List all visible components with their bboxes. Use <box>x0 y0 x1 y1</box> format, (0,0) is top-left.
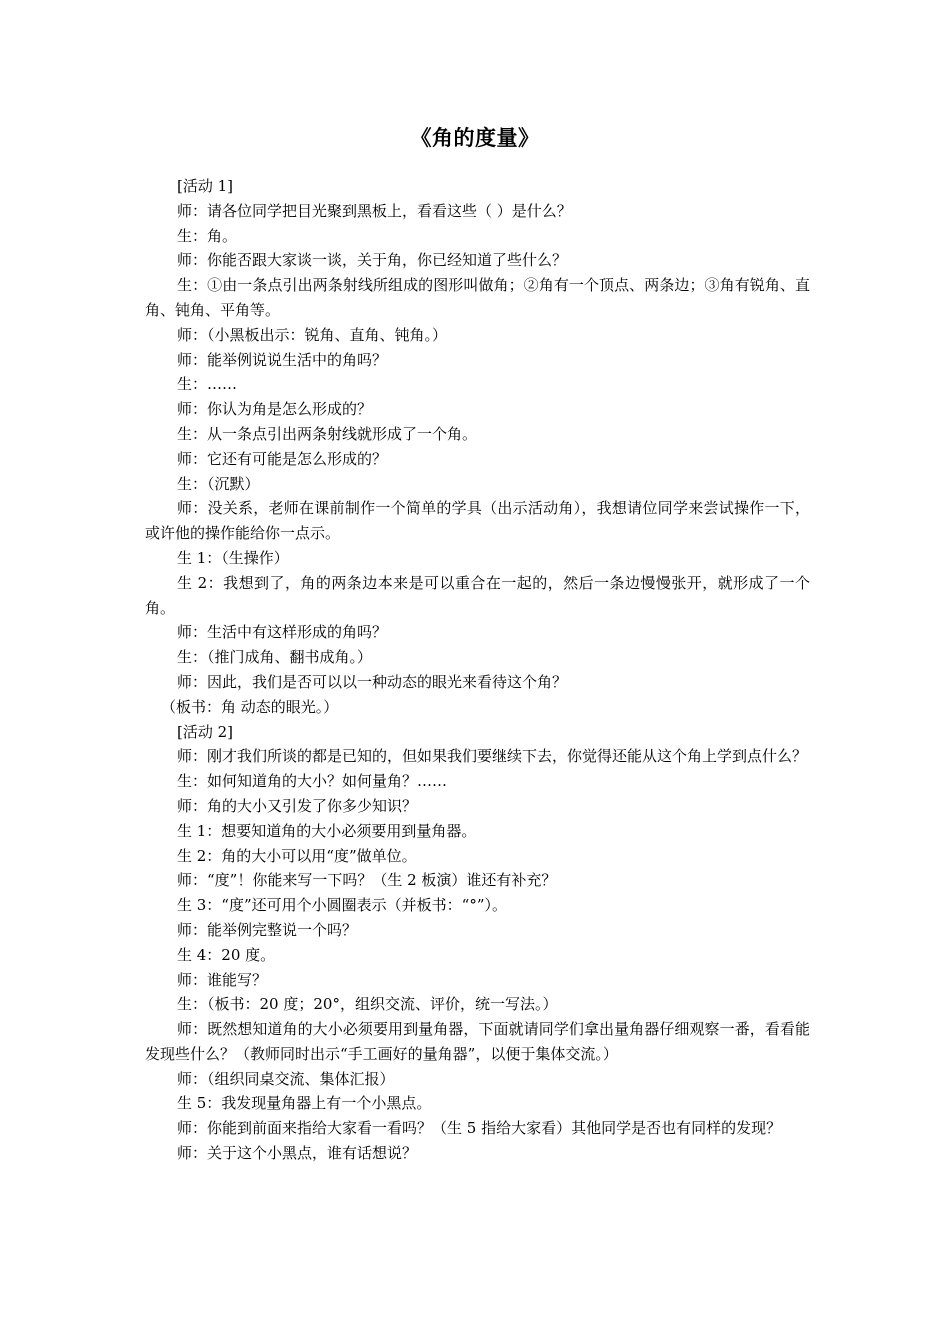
paragraph: 师：既然想知道角的大小必须要用到量角器，下面就请同学们拿出量角器仔细观察一番，看看能发现些什么？（教师同时出示“手工画好的量角器”，以便于集体交流。） <box>145 1020 810 1063</box>
paragraph: 生：（板书：20 度；20°，组织交流、评价，统一写法。） <box>177 995 558 1014</box>
paragraph: 生 1：想要知道角的大小必须要用到量角器。 <box>177 821 477 840</box>
paragraph: 生：从一条点引出两条射线就形成了一个角。 <box>177 424 478 443</box>
paragraph: 师：刚才我们所谈的都是已知的，但如果我们要继续下去，你觉得还能从这个角上学到点什么？ <box>177 747 808 766</box>
paragraph: 生 4：20 度。 <box>177 945 276 964</box>
paragraph: 生：①由一条点引出两条射线所组成的图形叫做角；②角有一个顶点、两条边；③角有锐角、直角、钝角、平角等。 <box>145 276 810 319</box>
paragraph: 师：关于这个小黑点，谁有话想说？ <box>177 1144 418 1163</box>
paragraph: 师：请各位同学把目光聚到黑板上，看看这些（ ）是什么？ <box>177 201 572 220</box>
paragraph: 生：角。 <box>177 226 238 245</box>
paragraph: 师：能举例完整说一个吗？ <box>177 920 358 939</box>
paragraph: 师：角的大小又引发了你多少知识？ <box>177 796 418 815</box>
paragraph: 生 1：（生操作） <box>177 548 289 567</box>
paragraph: 生 2：角的大小可以用“度”做单位。 <box>177 846 417 865</box>
paragraph: 师：它还有可能是怎么形成的？ <box>177 449 388 468</box>
paragraph: 师：没关系，老师在课前制作一个简单的学具（出示活动角），我想请位同学来尝试操作一下，或许他的操作能给你一点示。 <box>145 499 810 543</box>
document-title: 《角的度量》 <box>410 125 540 150</box>
paragraph: （板书：角 动态的眼光。） <box>161 697 339 716</box>
paragraph: 生：（沉默） <box>177 474 260 493</box>
paragraph: 生 5：我发现量角器上有一个小黑点。 <box>177 1094 432 1113</box>
paragraph: 师：你能到前面来指给大家看一看吗？（生 5 指给大家看）其他同学是否也有同样的发现？ <box>177 1119 782 1138</box>
paragraph: [活动 2] <box>177 722 234 741</box>
paragraph: 生：…… <box>177 375 238 394</box>
paragraph: 师：谁能写？ <box>177 970 268 989</box>
paragraph: 生 2：我想到了，角的两条边本来是可以重合在一起的，然后一条边慢慢张开，就形成了一个角。 <box>145 573 810 617</box>
document-body <box>145 174 810 1166</box>
paragraph: 师：生活中有这样形成的角吗？ <box>177 623 388 642</box>
paragraph: 生：（推门成角、翻书成角。） <box>177 648 373 667</box>
paragraph: 师：你能否跟大家谈一谈，关于角，你已经知道了些什么？ <box>177 251 568 270</box>
paragraph: 师：（组织同桌交流、集体汇报） <box>177 1069 395 1088</box>
paragraph: 师：因此，我们是否可以以一种动态的眼光来看待这个角？ <box>177 672 568 691</box>
paragraph: 生：如何知道角的大小？如何量角？…… <box>177 772 448 791</box>
paragraph: 生 3：“度”还可用个小圆圈表示（并板书：“°”）。 <box>177 896 507 915</box>
paragraph: 师：“度”！你能来写一下吗？（生 2 板演）谁还有补充？ <box>177 871 557 890</box>
paragraph: 师：能举例说说生活中的角吗？ <box>177 350 388 369</box>
paragraph: 师：（小黑板出示：锐角、直角、钝角。） <box>177 325 448 344</box>
paragraph: 师：你认为角是怎么形成的？ <box>177 400 373 419</box>
paragraph: [活动 1] <box>177 177 234 195</box>
